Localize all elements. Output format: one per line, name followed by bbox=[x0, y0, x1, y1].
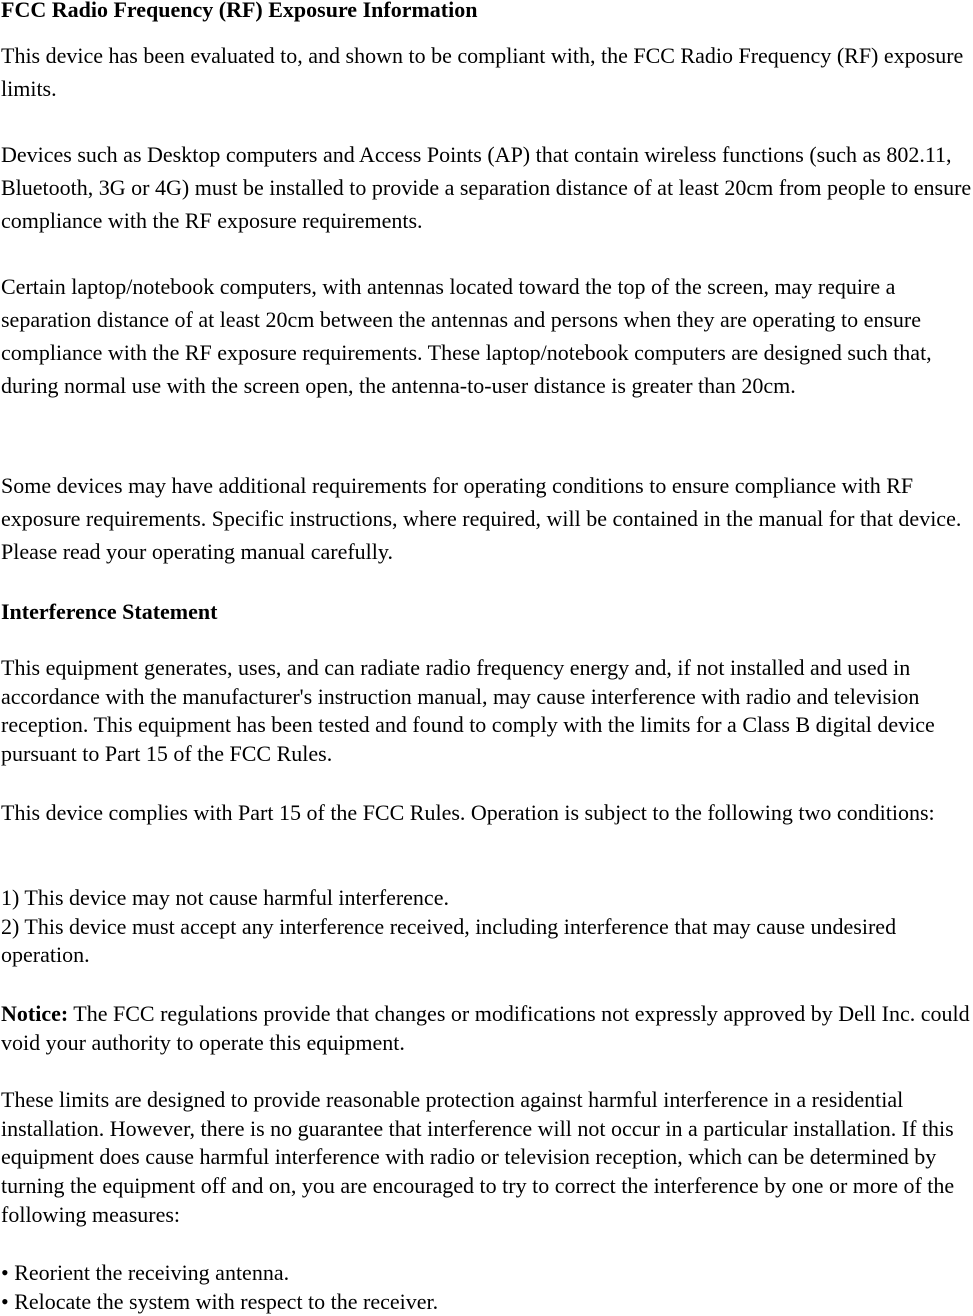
interference-heading: Interference Statement bbox=[1, 599, 218, 624]
rf-paragraph: This device has been evaluated to, and shown to be compliant with, the FCC Radio Frequency (RF) exposure limits. bbox=[1, 43, 964, 101]
measures-list bbox=[1, 1259, 973, 1316]
interference-paragraph: These limits are designed to provide reasonable protection against harmful interference in a residential installation. However, there is no guarantee that interference will not occur in a particular installation. If this equipment does cause harmful interference with radio or television reception, which can be determined by turning the equipment off and on, you are encouraged to try to correct the interference by one or more of the following measures: bbox=[1, 1087, 955, 1227]
rf-paragraph: Certain laptop/notebook computers, with antennas located toward the top of the screen, may require a separation distance of at least 20cm between the antennas and persons when they are operating to ensure compliance with the RF exposure requirements. These laptop/notebook computers are designed such that, during normal use with the screen open, the antenna-to-user distance is greater than 20cm. bbox=[1, 274, 932, 398]
interference-paragraph: This device complies with Part 15 of the FCC Rules. Operation is subject to the following two conditions: bbox=[1, 800, 935, 825]
notice-label: Notice: bbox=[1, 1001, 69, 1026]
rf-paragraph: Devices such as Desktop computers and Access Points (AP) that contain wireless functions (such as 802.11, Bluetooth, 3G or 4G) must be installed to provide a separation distance of at least 20cm from people to ensure compliance with the RF exposure requirements. bbox=[1, 142, 972, 233]
interference-paragraph: This equipment generates, uses, and can radiate radio frequency energy and, if not installed and used in accordance with the manufacturer's instruction manual, may cause interference with radio and television reception. This equipment has been tested and found to comply with the limits for a Class B digital device pursuant to Part 15 of the FCC Rules. bbox=[1, 655, 935, 767]
condition-item: 2) This device must accept any interference received, including interference that may cause undesired operation. bbox=[1, 913, 897, 968]
measure-item: • Relocate the system with respect to the receiver. bbox=[1, 1288, 439, 1314]
condition-item: 1) This device may not cause harmful interference. bbox=[1, 885, 449, 910]
measure-item: • Reorient the receiving antenna. bbox=[1, 1260, 290, 1285]
notice-text: The FCC regulations provide that changes or modifications not expressly approved by Dell Inc. could void your authority to operate this equipment. bbox=[1, 1001, 970, 1055]
rf-paragraph: Some devices may have additional requirements for operating conditions to ensure compliance with RF exposure requirements. Specific instructions, where required, will be contained in the manual for that device. Please read your operating manual carefully. bbox=[1, 473, 962, 564]
rf-exposure-heading: FCC Radio Frequency (RF) Exposure Information bbox=[1, 0, 478, 22]
conditions-list bbox=[1, 884, 973, 970]
notice-paragraph bbox=[1, 1000, 973, 1057]
